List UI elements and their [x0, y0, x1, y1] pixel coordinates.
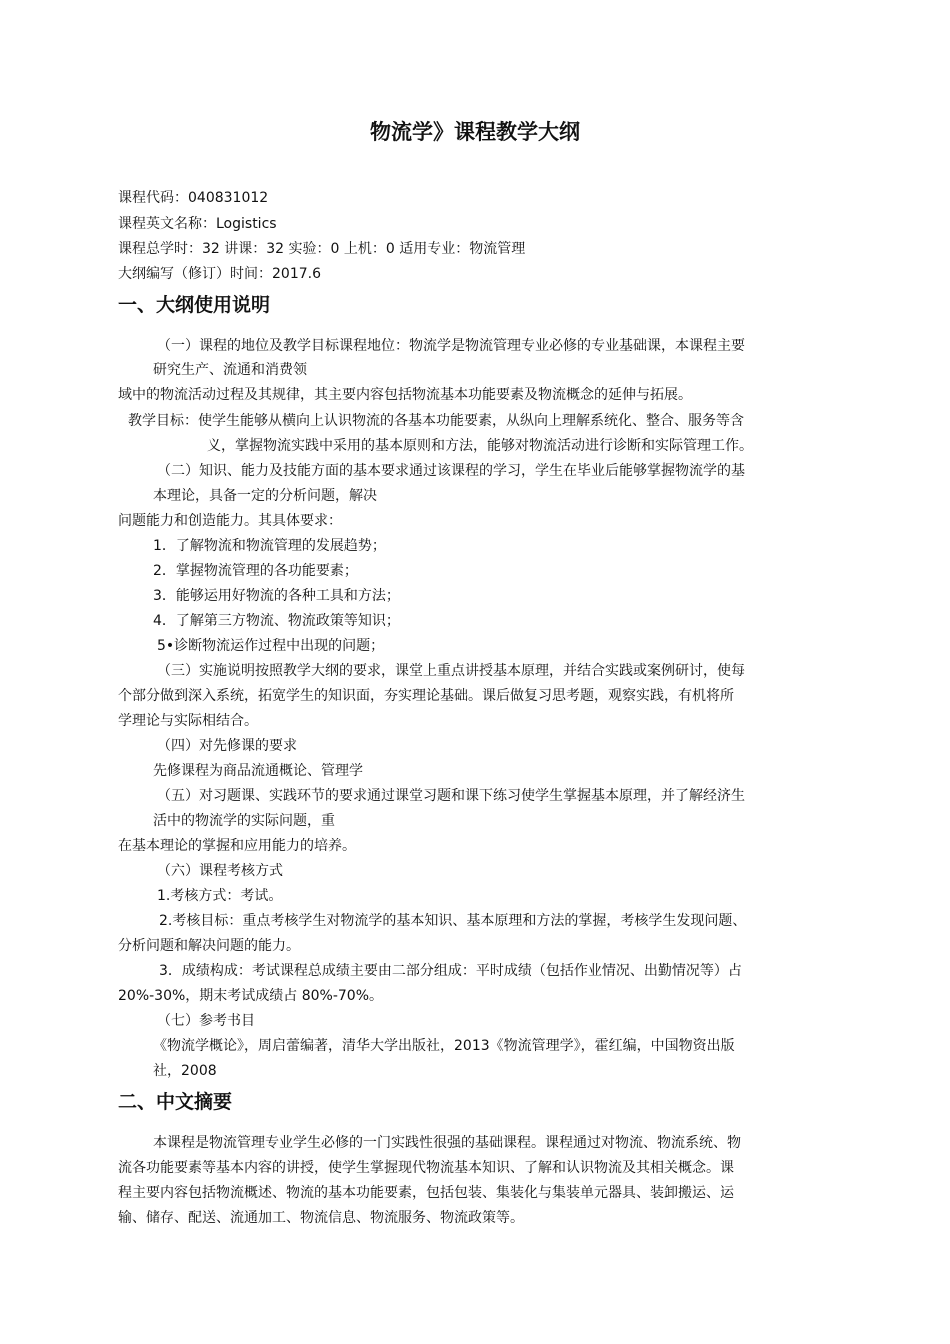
list-item: 5•诊断物流运作过程中出现的问题； [157, 638, 385, 654]
paragraph-line: 程主要内容包括物流概述、物流的基本功能要素，包括包装、集装化与集装单元器具、装卸搬运、运 [118, 1185, 734, 1201]
paragraph-line: 本课程是物流管理专业学生必修的一门实践性很强的基础课程。课程通过对物流、物流系统、物 [153, 1135, 741, 1151]
paragraph-line: （五）对习题课、实践环节的要求通过课堂习题和课下练习使学生掌握基本原理，并了解经济生 [157, 788, 745, 804]
list-item: 2．掌握物流管理的各功能要素； [153, 563, 358, 579]
paragraph-line: 个部分做到深入系统，拓宽学生的知识面，夯实理论基础。课后做复习思考题，观察实践，有机将所 [118, 688, 734, 704]
section-heading-2: 二、中文摘要 [118, 1091, 233, 1113]
paragraph-line: 在基本理论的掌握和应用能力的培养。 [118, 838, 356, 854]
paragraph-line: （三）实施说明按照教学大纲的要求，课堂上重点讲授基本原理，并结合实践或案例研讨，使每 [157, 663, 745, 679]
paragraph-line: 先修课程为商品流通概论、管理学 [153, 763, 363, 779]
course-code: 课程代码：040831012 [118, 190, 269, 206]
list-item: 1.考核方式：考试。 [157, 888, 283, 904]
list-item: 3．能够运用好物流的各种工具和方法； [153, 588, 400, 604]
paragraph-line: 域中的物流活动过程及其规律，其主要内容包括物流基本功能要素及物流概念的延伸与拓展。 [118, 387, 692, 403]
paragraph-line: 流各功能要素等基本内容的讲授，使学生掌握现代物流基本知识、了解和认识物流及其相关概念。课 [118, 1160, 734, 1176]
paragraph-line: 本理论，具备一定的分析问题，解决 [153, 488, 377, 504]
document-title: 物流学》课程教学大纲 [370, 120, 580, 144]
paragraph-line: （四）对先修课的要求 [157, 738, 297, 754]
paragraph-line: 研究生产、流通和消费领 [153, 362, 307, 378]
paragraph-line: 社，2008 [153, 1063, 217, 1079]
paragraph-line: 分析问题和解决问题的能力。 [118, 938, 300, 954]
paragraph-line: 教学目标：使学生能够从横向上认识物流的各基本功能要素，从纵向上理解系统化、整合、服务等含 [128, 413, 744, 429]
paragraph-line: （七）参考书目 [157, 1013, 255, 1029]
paragraph-line: 学理论与实际相结合。 [118, 713, 258, 729]
paragraph-line: （六）课程考核方式 [157, 863, 283, 879]
course-english-name: 课程英文名称：Logistics [118, 216, 277, 232]
list-item: 4．了解第三方物流、物流政策等知识； [153, 613, 400, 629]
paragraph-line: （一）课程的地位及教学目标课程地位：物流学是物流管理专业必修的专业基础课，本课程主要 [157, 338, 745, 354]
paragraph-line: 输、储存、配送、流通加工、物流信息、物流服务、物流政策等。 [118, 1210, 524, 1226]
paragraph-line: 20%-30%，期末考试成绩占 80%-70%。 [118, 988, 384, 1004]
paragraph-line: 活中的物流学的实际问题，重 [153, 813, 335, 829]
paragraph-line: 《物流学概论》，周启蕾编著，清华大学出版社，2013《物流管理学》，霍红编，中国物资出版 [153, 1038, 735, 1054]
paragraph-line: （二）知识、能力及技能方面的基本要求通过该课程的学习，学生在毕业后能够掌握物流学的基 [157, 463, 745, 479]
paragraph-line: 问题能力和创造能力。其具体要求： [118, 513, 342, 529]
paragraph-line: 义，掌握物流实践中采用的基本原则和方法，能够对物流活动进行诊断和实际管理工作。 [207, 438, 753, 454]
course-hours: 课程总学时：32 讲课：32 实验：0 上机：0 适用专业：物流管理 [118, 241, 526, 257]
revision-date: 大纲编写（修订）时间：2017.6 [118, 266, 321, 282]
list-item: 3．成绩构成：考试课程总成绩主要由二部分组成：平时成绩（包括作业情况、出勤情况等）占 [159, 963, 742, 979]
list-item: 2.考核目标：重点考核学生对物流学的基本知识、基本原理和方法的掌握，考核学生发现问题、 [159, 913, 747, 929]
section-heading-1: 一、大纲使用说明 [118, 294, 271, 316]
list-item: 1．了解物流和物流管理的发展趋势； [153, 538, 386, 554]
